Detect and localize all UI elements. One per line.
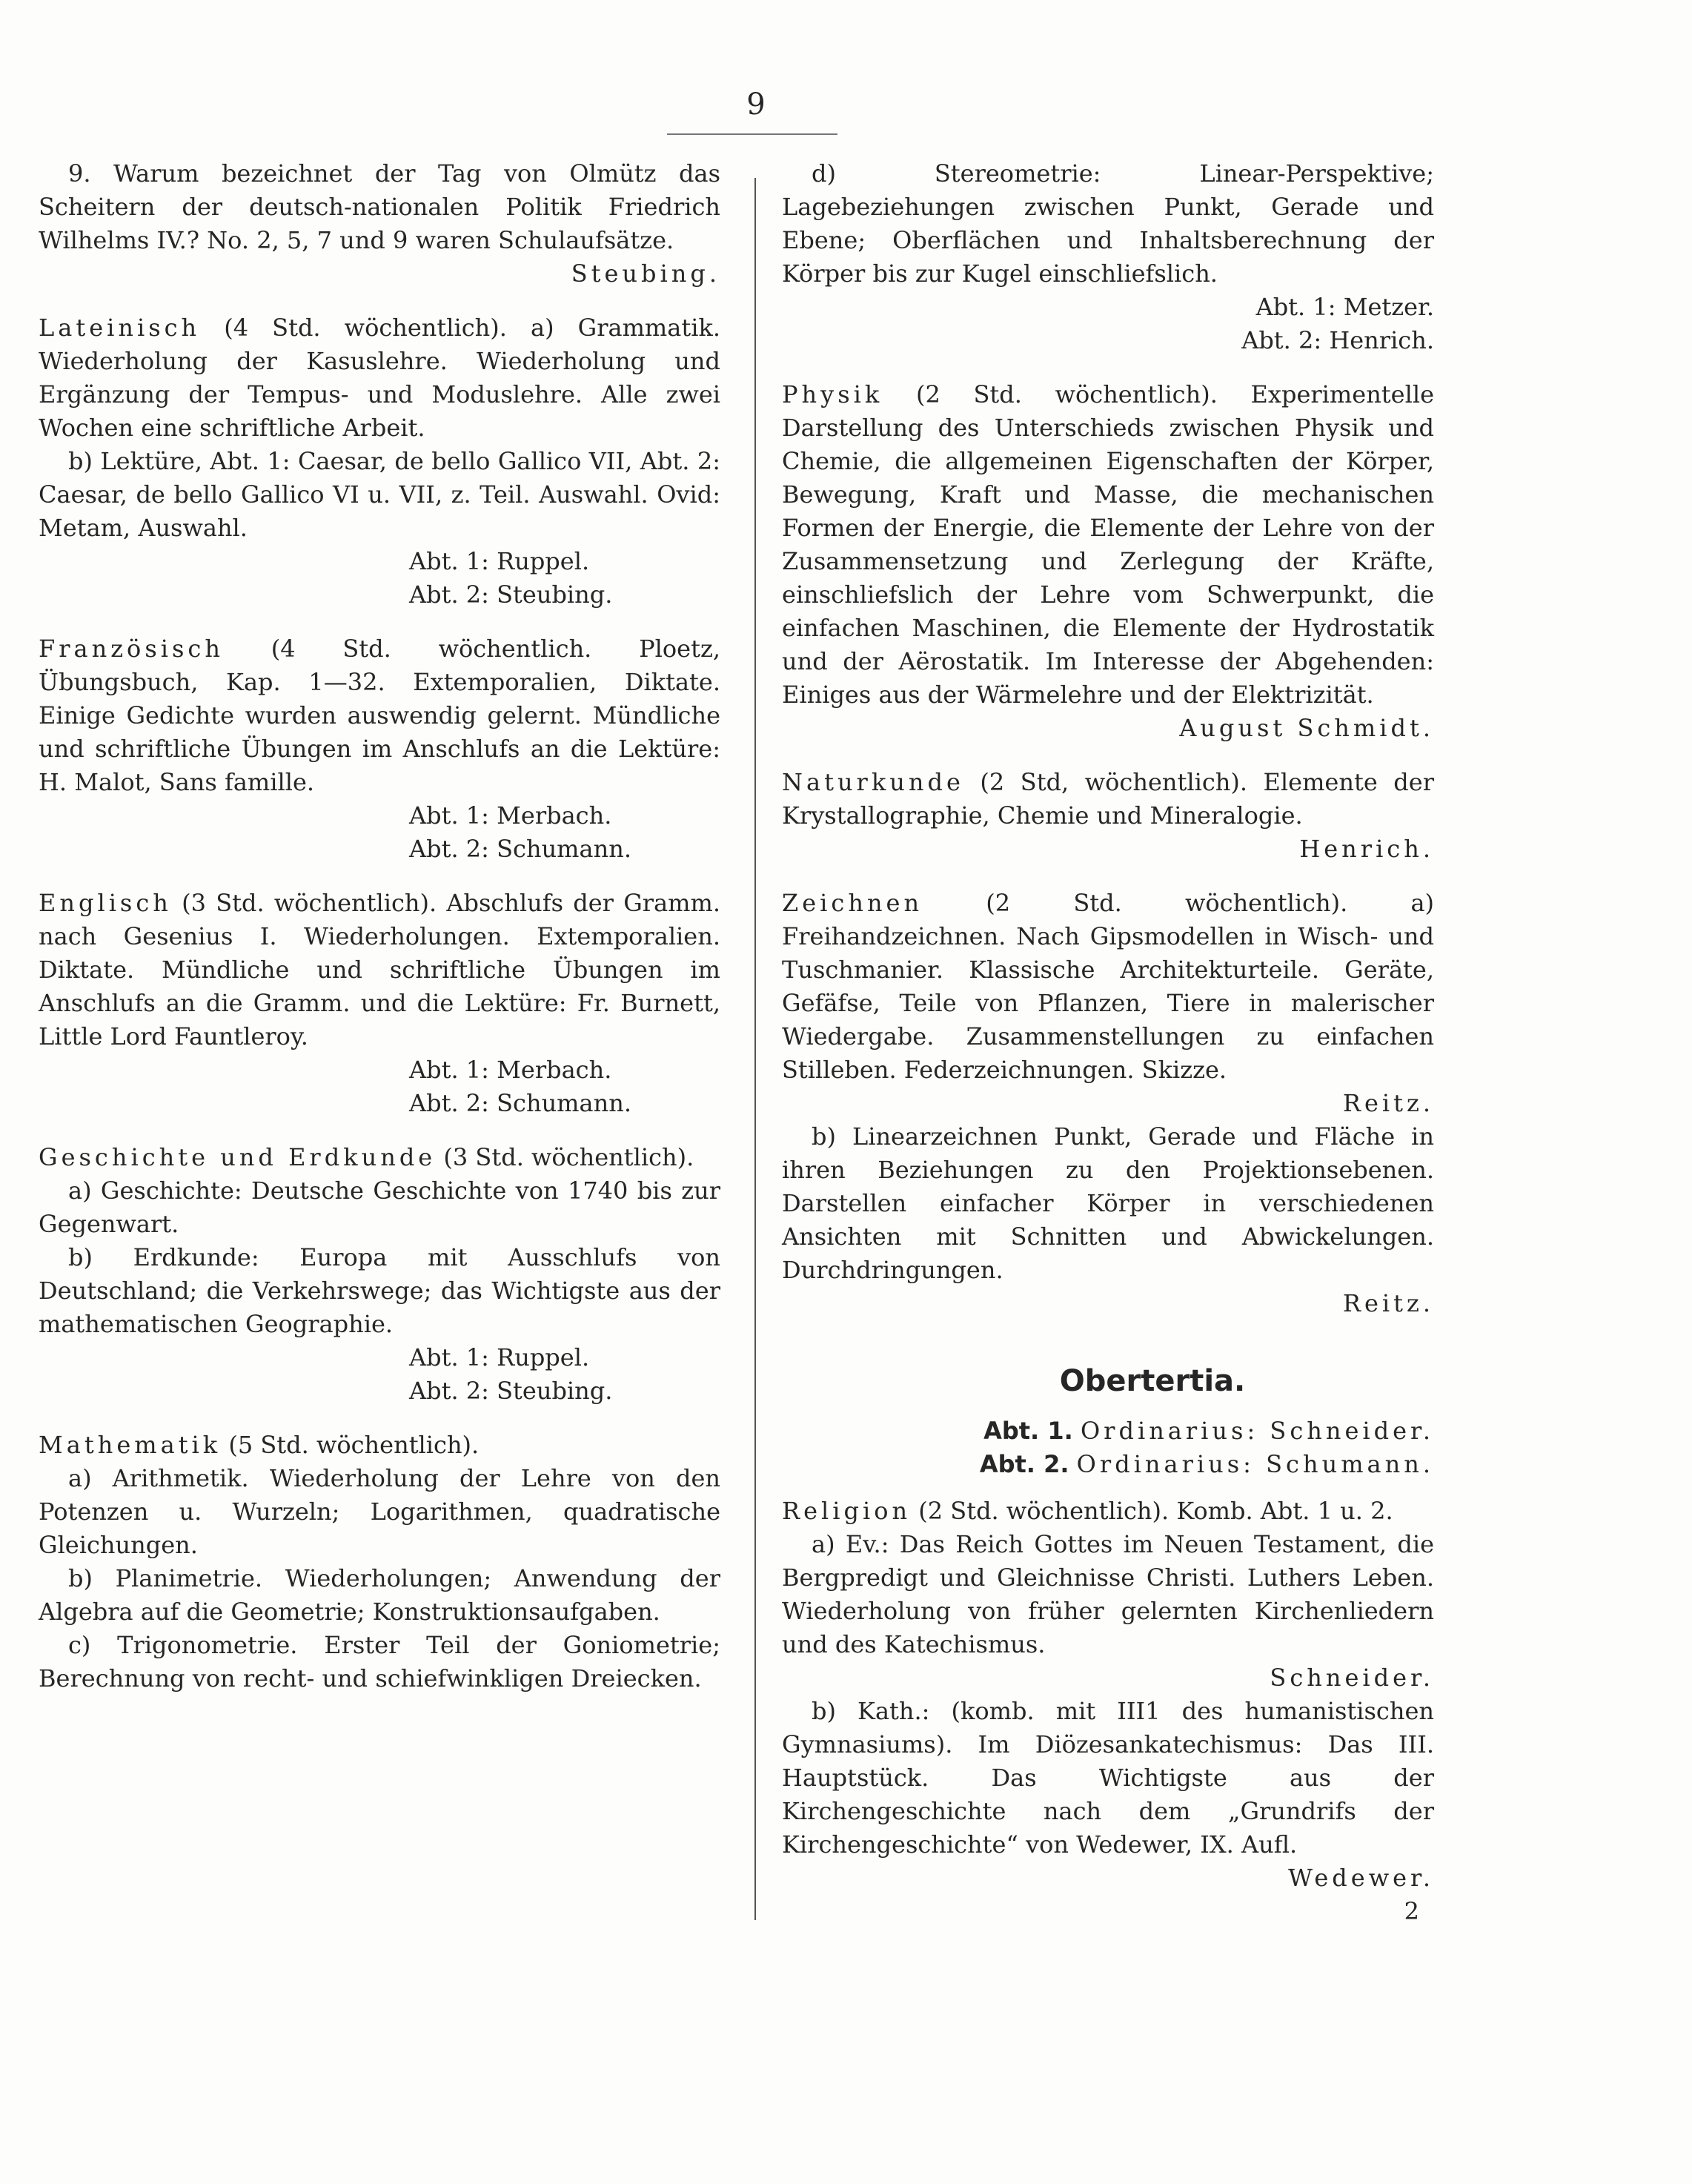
franz-text: (4 Std. wöchentlich. Ploetz, Übungsbuch, Kap. 1—32. Extemporalien, Diktate. Einige Gedichte wurden auswendig gelernt. Mündliche und schriftliche Übungen im Anschlufs an die Lektüre: H. Malot, Sans famille. <box>39 635 721 796</box>
franz-heading: Französisch <box>39 635 224 663</box>
physik-section <box>782 378 1434 745</box>
relig-section <box>782 1495 1434 1928</box>
abt2-label: Abt. 2. <box>979 1450 1069 1478</box>
latein-abt1: Abt. 1: Ruppel. <box>409 547 590 575</box>
gesch-heading: Geschichte und Erdkunde <box>39 1143 437 1171</box>
zeichnen-b: b) Linearzeichnen Punkt, Gerade und Fläche in ihren Beziehungen zu den Projektionsebenen. Darstellen einfacher Körper in verschiedenen Ansichten mit Schnitten und Abwickelungen. Durchdringungen. <box>782 1122 1434 1284</box>
engl-heading: Englisch <box>39 889 172 917</box>
section-title: Obertertia. <box>1059 1364 1246 1398</box>
engl-abt2: Abt. 2: Schumann. <box>409 1089 631 1117</box>
stereo-text: d) Stereometrie: Linear-Perspektive; Lagebeziehungen zwischen Punkt, Gerade und Ebene; Oberflächen und Inhaltsberechnung der Körper bis zur Kugel einschliefslich. <box>782 159 1434 288</box>
natur-section <box>782 766 1434 866</box>
latein-section <box>39 311 720 612</box>
question-9 <box>39 157 720 291</box>
gesch-b: b) Erdkunde: Europa mit Ausschlufs von Deutschland; die Verkehrswege; das Wichtigste aus der mathematischen Geographie. <box>39 1243 720 1338</box>
page-number: 9 <box>746 87 766 122</box>
right-column <box>782 157 1434 1949</box>
abt1-text: Ordinarius: Schneider. <box>1080 1417 1434 1445</box>
gesch-text: (3 Std. wöchentlich). <box>443 1143 694 1171</box>
left-column <box>39 157 720 1716</box>
latein-heading: Lateinisch <box>39 314 201 342</box>
franz-abt1: Abt. 1: Merbach. <box>409 801 612 830</box>
zeichnen-section <box>782 887 1434 1320</box>
relig-b: b) Kath.: (komb. mit III1 des humanistischen Gymnasiums). Im Diözesankatechismus: Das III. Hauptstück. Das Wichtigste aus der Kirchengeschichte nach dem „Grundrifs der Kirchengeschichte“ von Wedewer, IX. Aufl. <box>782 1697 1434 1859</box>
abt1-line <box>782 1414 1434 1448</box>
gesch-section <box>39 1141 720 1408</box>
gesch-a: a) Geschichte: Deutsche Geschichte von 1740 bis zur Gegenwart. <box>39 1177 720 1238</box>
zeichnen-heading: Zeichnen <box>782 889 923 917</box>
abt1-label: Abt. 1. <box>983 1417 1073 1445</box>
zeichnen-text: (2 Std. wöchentlich). a) Freihandzeichnen. Nach Gipsmodellen in Wisch- und Tuschmanier. Klassische Architekturteile. Geräte, Gefäfse, Teile von Pflanzen, Tiere in malerischer Wiedergabe. Zusammenstellungen zu einfachen Stilleben. Federzeichnungen. Skizze. <box>782 889 1434 1084</box>
zeichnen-b-teacher: Reitz. <box>1342 1289 1434 1317</box>
stereo-section <box>782 157 1434 357</box>
latein-text: (4 Std. wöchentlich). a) Grammatik. Wiederholung der Kasuslehre. Wiederholung und Ergänzung der Tempus- und Moduslehre. Alle zwei Wochen eine schriftliche Arbeit. <box>39 314 720 442</box>
physik-teacher: August Schmidt. <box>1179 714 1434 742</box>
franz-section <box>39 632 720 866</box>
engl-section <box>39 887 720 1120</box>
engl-text: (3 Std. wöchentlich). Abschlufs der Gramm. nach Gesenius I. Wiederholungen. Extemporalien. Diktate. Mündliche und schriftliche Übungen im Anschlufs an die Gramm. und die Lektüre: Fr. Burnett, Little Lord Fauntleroy. <box>39 889 721 1050</box>
engl-abt1: Abt. 1: Merbach. <box>409 1056 612 1084</box>
natur-teacher: Henrich. <box>1299 835 1434 863</box>
math-a: a) Arithmetik. Wiederholung der Lehre von den Potenzen u. Wurzeln; Logarithmen, quadratische Gleichungen. <box>39 1464 720 1559</box>
stereo-abt1: Abt. 1: Metzer. <box>1255 293 1434 321</box>
relig-text: (2 Std. wöchentlich). Komb. Abt. 1 u. 2. <box>918 1497 1393 1525</box>
math-section <box>39 1429 720 1695</box>
relig-heading: Religion <box>782 1497 912 1525</box>
latein-abt2: Abt. 2: Steubing. <box>409 580 613 609</box>
natur-text: (2 Std, wöchentlich). Elemente der Krystallographie, Chemie und Mineralogie. <box>782 768 1434 830</box>
question-9-teacher: Steubing. <box>571 259 720 288</box>
sheet-number: 2 <box>1404 1897 1419 1925</box>
abt2-line <box>782 1448 1434 1481</box>
math-heading: Mathematik <box>39 1431 222 1459</box>
math-text: (5 Std. wöchentlich). <box>228 1431 480 1459</box>
physik-text: (2 Std. wöchentlich). Experimentelle Darstellung des Unterschieds zwischen Physik und Chemie, die allgemeinen Eigenschaften der Körper, Bewegung, Kraft und Masse, die mechanischen Formen der Energie, die Elemente der Lehre von der Zusammensetzung und Zerlegung der Kräfte, einschliefslich der Lehre vom Schwerpunkt, die einfachen Maschinen, die Elemente der Hydrostatik und der Aërostatik. Im Interesse der Abgehenden: Einiges aus der Wärmelehre und der Elektrizität. <box>782 380 1434 709</box>
gesch-abt2: Abt. 2: Steubing. <box>409 1377 613 1405</box>
column-divider <box>754 178 756 1920</box>
relig-a-teacher: Schneider. <box>1270 1664 1434 1692</box>
physik-heading: Physik <box>782 380 883 408</box>
franz-abt2: Abt. 2: Schumann. <box>409 835 631 863</box>
latein-lektuere: b) Lektüre, Abt. 1: Caesar, de bello Gallico VII, Abt. 2: Caesar, de bello Gallico VI u. VII, z. Teil. Auswahl. Ovid: Metam, Auswahl. <box>39 447 720 542</box>
math-b: b) Planimetrie. Wiederholungen; Anwendung der Algebra auf die Geometrie; Konstruktionsaufgaben. <box>39 1564 720 1626</box>
header-rule <box>667 133 837 135</box>
question-9-text: 9. Warum bezeichnet der Tag von Olmütz das Scheitern der deutsch-nationalen Politik Friedrich Wilhelms IV.? No. 2, 5, 7 und 9 waren Schulaufsätze. <box>39 159 720 254</box>
stereo-abt2: Abt. 2: Henrich. <box>1241 326 1434 354</box>
zeichnen-teacher: Reitz. <box>1342 1089 1434 1117</box>
abt2-text: Ordinarius: Schumann. <box>1076 1450 1434 1478</box>
relig-a: a) Ev.: Das Reich Gottes im Neuen Testament, die Bergpredigt und Gleichnisse Christi. Luthers Leben. Wiederholung von früher gelernten Kirchenliedern und des Katechismus. <box>782 1530 1434 1658</box>
gesch-abt1: Abt. 1: Ruppel. <box>409 1343 590 1371</box>
natur-heading: Naturkunde <box>782 768 964 796</box>
relig-b-teacher: Wedewer. <box>1288 1864 1434 1892</box>
math-c: c) Trigonometrie. Erster Teil der Goniometrie; Berechnung von recht- und schiefwinkligen Dreiecken. <box>39 1631 720 1692</box>
